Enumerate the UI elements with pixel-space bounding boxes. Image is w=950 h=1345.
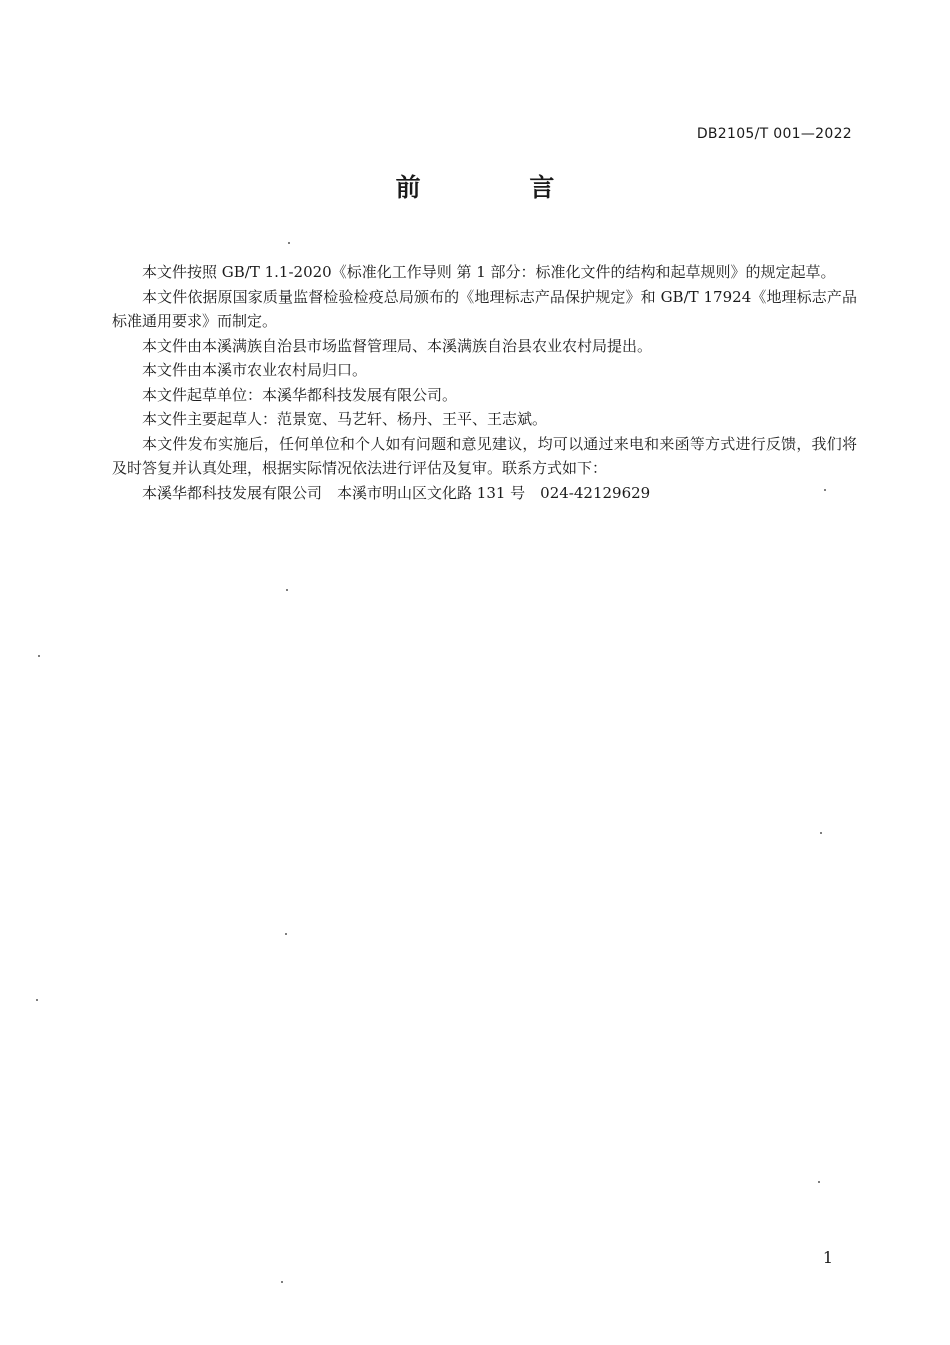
paragraph-contact: 本溪华都科技发展有限公司 本溪市明山区文化路 131 号 024-42129629 <box>142 483 651 502</box>
paragraph-proposed-by: 本文件由本溪满族自治县市场监督管理局、本溪满族自治县农业农村局提出。 <box>142 336 653 355</box>
foreword-body <box>112 260 857 505</box>
scan-speck <box>820 832 822 834</box>
paragraph-drafters: 本文件主要起草人：范景宽、马艺轩、杨丹、王平、王志斌。 <box>142 410 548 428</box>
page-title: 前 言 <box>395 173 605 202</box>
scan-speck <box>285 933 287 935</box>
scan-speck <box>38 655 40 657</box>
scan-speck <box>281 1281 283 1283</box>
scan-speck <box>288 242 290 244</box>
paragraph-basis: 本文件依据原国家质量监督检验检疫总局颁布的《地理标志产品保护规定》和 GB/T 17924《地理标志产品标准通用要求》而制定。 <box>112 287 857 330</box>
document-code: DB2105/T 001—2022 <box>696 126 852 142</box>
page-number: 1 <box>822 1248 833 1267</box>
paragraph-drafting-unit: 本文件起草单位：本溪华都科技发展有限公司。 <box>142 385 458 404</box>
paragraph-feedback: 本文件发布实施后，任何单位和个人如有问题和意见建议，均可以通过来电和来函等方式进行反馈，我们将及时答复并认真处理，根据实际情况依法进行评估及复审。联系方式如下： <box>112 434 857 477</box>
scan-speck <box>286 589 288 591</box>
scan-speck <box>818 1181 820 1183</box>
scan-speck <box>36 999 38 1001</box>
paragraph-drafting-rules: 本文件按照 GB/T 1.1-2020《标准化工作导则 第 1 部分：标准化文件的结构和起草规则》的规定起草。 <box>142 263 836 281</box>
scan-speck <box>824 489 826 491</box>
paragraph-centralized-by: 本文件由本溪市农业农村局归口。 <box>142 361 368 379</box>
